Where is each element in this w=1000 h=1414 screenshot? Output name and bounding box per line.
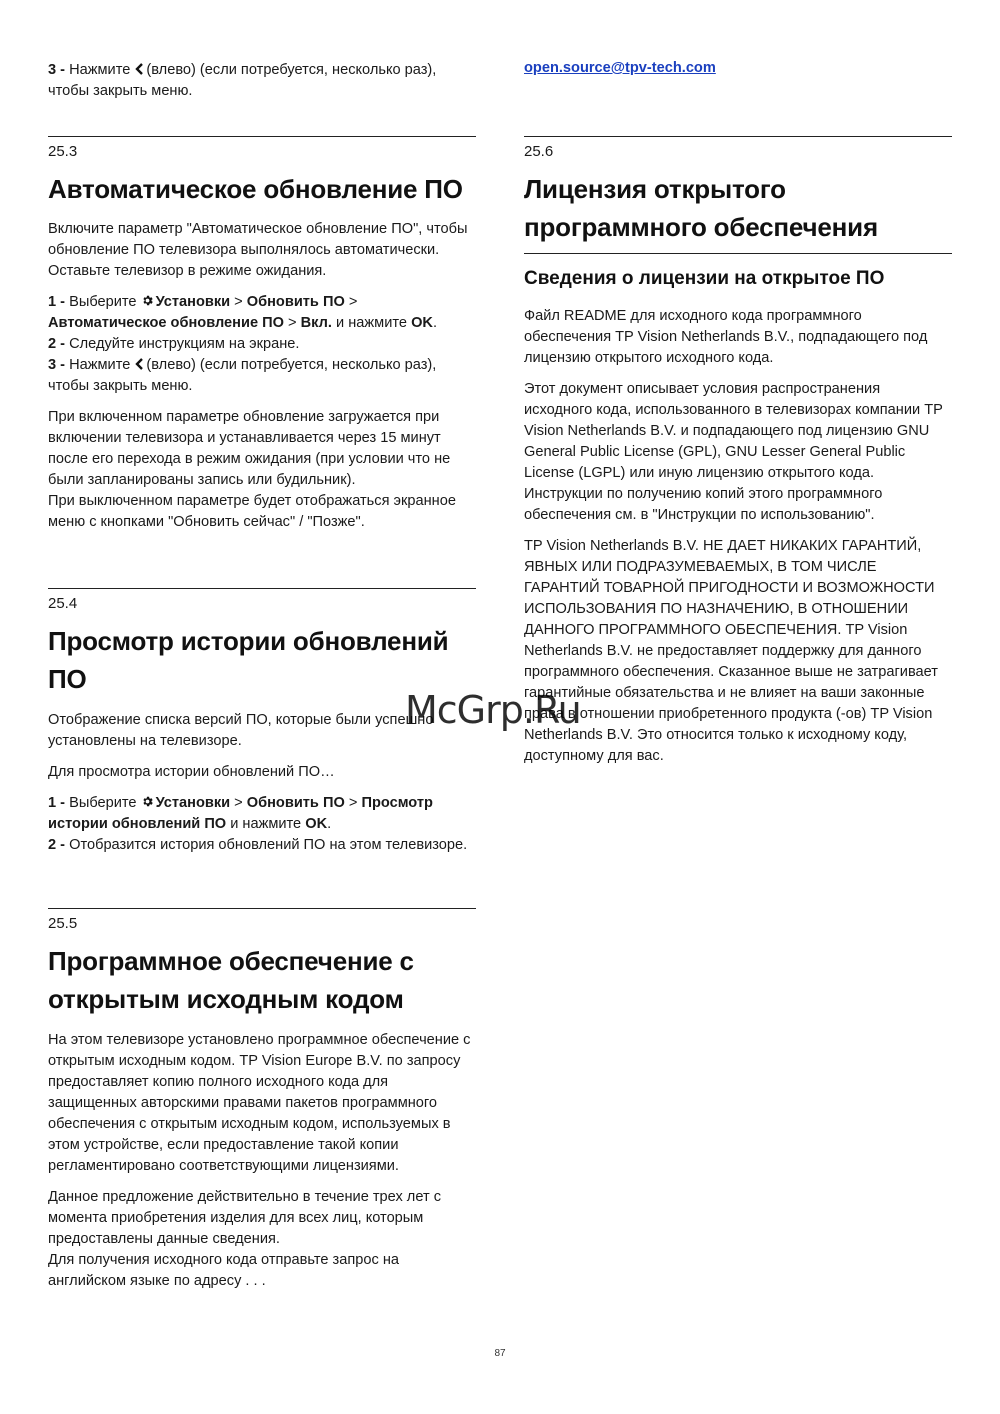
- section-number: 25.6: [524, 143, 554, 160]
- step-1: 1 - Выберите Установки > Обновить ПО > Просмотр истории обновлений ПО и нажмите OK.: [48, 795, 433, 832]
- paragraph: Включите параметр "Автоматическое обновление ПО", чтобы обновление ПО телевизора выполнялось автоматически. Оставьте телевизор в режиме ожидания.: [48, 221, 468, 279]
- step-number: 3 -: [48, 62, 70, 78]
- paragraph: При выключенном параметре будет отображаться экранное меню с кнопками "Обновить сейчас" / "Позже".: [48, 493, 456, 530]
- subsection-divider: [524, 253, 952, 254]
- section-divider: [48, 588, 476, 589]
- step-2: 2 - Следуйте инструкциям на экране.: [48, 336, 300, 352]
- step-1: 1 - Выберите Установки > Обновить ПО > Автоматическое обновление ПО > Вкл. и нажмите OK.: [48, 294, 438, 331]
- gear-icon: [141, 795, 154, 808]
- section-title: Просмотр истории обновлений ПО: [48, 626, 449, 694]
- section-divider: [524, 136, 952, 137]
- section-divider: [48, 908, 476, 909]
- paragraph: Данное предложение действительно в течение трех лет с момента приобретения изделия для всех лиц, которым предоставлены данные сведения.: [48, 1189, 441, 1247]
- paragraph: Файл README для исходного кода программного обеспечения TP Vision Netherlands B.V., подпадающего под лицензию открытого исходного кода.: [524, 308, 928, 366]
- page-number: 87: [494, 1348, 506, 1359]
- step-3: 3 - Нажмите (влево) (если потребуется, несколько раз), чтобы закрыть меню.: [48, 357, 437, 394]
- section-divider: [48, 136, 476, 137]
- email-line: [524, 58, 952, 79]
- subsection-title: Сведения о лицензии на открытое ПО: [524, 268, 885, 289]
- paragraph: При включенном параметре обновление загружается при включении телевизора и устанавливается через 15 минут после его перехода в режим ожидания (при условии что не были запланированы запись или будильник).: [48, 409, 451, 488]
- top-step-3: 3 - Нажмите (влево) (если потребуется, несколько раз), чтобы закрыть меню.: [48, 62, 437, 99]
- chevron-left-icon: [135, 63, 144, 75]
- paragraph: TP Vision Netherlands B.V. НЕ ДАЕТ НИКАКИХ ГАРАНТИЙ, ЯВНЫХ ИЛИ ПОДРАЗУМЕВАЕМЫХ, В ТОМ ЧИСЛЕ ГАРАНТИЙ ТОВАРНОЙ ПРИГОДНОСТИ И ВОЗМОЖНОСТИ ИСПОЛЬЗОВАНИЯ ПО НАЗНАЧЕНИЮ, В ОТНОШЕНИИ ДАННОГО ПРОГРАММНОГО ОБЕСПЕЧЕНИЯ. TP Vision Netherlands B.V. не предоставляет поддержку для данного программного обеспечения. Сказанное выше не затрагивает гарантийные обязательства и не влияет на ваши законные права в отношении приобретенного продукта (-ов) TP Vision Netherlands B.V. Это относится только к исходному коду, доступному для вас.: [524, 538, 938, 764]
- email-link[interactable]: open.source@tpv-tech.com: [524, 60, 716, 76]
- section-number: 25.4: [48, 595, 78, 612]
- section-25-6: [524, 136, 952, 767]
- paragraph: Для просмотра истории обновлений ПО…: [48, 764, 335, 780]
- section-25-5: [48, 908, 476, 1292]
- section-number: 25.5: [48, 915, 78, 932]
- chevron-left-icon: [135, 358, 144, 370]
- section-25-3: [48, 136, 476, 533]
- paragraph: Отображение списка версий ПО, которые были успешно установлены на телевизоре.: [48, 712, 434, 749]
- paragraph: Этот документ описывает условия распространения исходного кода, использованного в телевизорах компании TP Vision Netherlands B.V. и подпадающего под лицензию GNU General Public License (GPL), GNU Lesser General Public License (LGPL) или иную лицензию открытого кода. Инструкции по получению копий этого программного обеспечения см. в "Инструкции по использованию".: [524, 381, 943, 523]
- paragraph: На этом телевизоре установлено программное обеспечение с открытым исходным кодом. TP Vision Europe B.V. по запросу предоставляет копию полного исходного кода для защищенных авторскими правами пакетов программного обеспечения с открытым исходным кодом, используемых в этом устройстве, если предоставление такой копии регламентировано соответствующими лицензиями.: [48, 1032, 471, 1174]
- section-title: Автоматическое обновление ПО: [48, 174, 463, 204]
- section-title: Лицензия открытого программного обеспечения: [524, 174, 878, 242]
- step-2: 2 - Отобразится история обновлений ПО на этом телевизоре.: [48, 837, 468, 853]
- paragraph: Для получения исходного кода отправьте запрос на английском языке по адресу . . .: [48, 1252, 400, 1289]
- watermark: McGrp.Ru: [405, 688, 581, 732]
- gear-icon: [141, 294, 154, 307]
- section-number: 25.3: [48, 143, 78, 160]
- section-title: Программное обеспечение с открытым исходным кодом: [48, 946, 414, 1014]
